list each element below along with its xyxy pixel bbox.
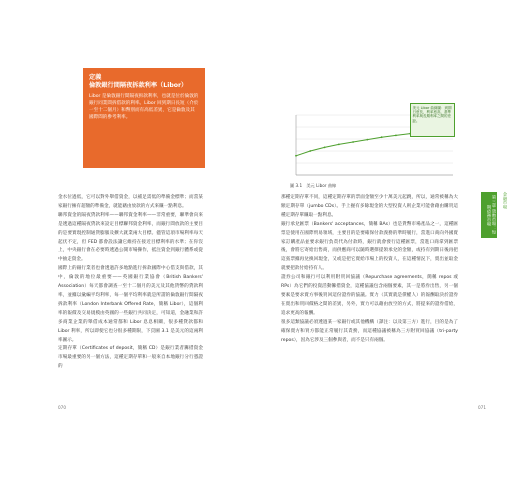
libor-data-point	[338, 144, 340, 146]
libor-data-point	[381, 136, 383, 138]
chart-annotation-text: 美元 Libor 曲線圖：到期日愈長，利率愈高，基準利率與長期利率之間的差距。	[410, 103, 455, 137]
right-page-number: 071	[478, 405, 486, 410]
chapter-side-tab: 第三章 貨幣市場：短期債務市場	[481, 192, 497, 238]
right-paragraph: 那種定期存單不同，這種定期存單的票面金額至少十萬美元起跳，所以，通常被稱為大額定期存單（jumbo CDs）。手上握有多餘現金的大型投資人則企業可能會藉由購買這種定期存單賺取一點利息。	[281, 195, 458, 218]
definition-title: 倫敦銀行間隔夜拆款利率（Libor）	[89, 82, 188, 89]
right-paragraph: 銀行承兌匯票（Bankers' acceptances，簡稱 BAs）也是貨幣市場產品之一，這種匯票是使用在國際貿易領域，主要目的是要確保付款義務的準時履行，當進口商向外國賣家訂購產品並要求銀行負責代為付款時，銀行就會發行這種匯票，當進口商拿到匯票後，會將它寄給出售商，而供應商可以隨時選擇提領承兌的金額，或持有到期日後再把這張票據再兌換回現金，又或是把它賣給市場上的投資人，在這種情況下，賣出並取金就要把款付給持有人。	[281, 221, 458, 272]
libor-data-point	[309, 150, 311, 152]
definition-body: Libor 是倫敦銀行間隔夜拆款利率，也就是位於倫敦的銀行同業間拆借款的利率。Libor 回到期日長短（介於一至十二個月）和幣別而有高低差異，它是倫敦及其國際間的參考利率。	[89, 94, 199, 120]
left-page-number: 070	[58, 405, 66, 410]
definition-box	[83, 68, 205, 168]
right-page	[260, 0, 520, 500]
libor-data-point	[352, 141, 354, 143]
libor-data-point	[366, 139, 368, 141]
libor-data-point	[295, 155, 297, 157]
right-paragraph: 證券公司和銀行可以利用附買回協議（Repurchase agreements，簡稱 repos 或 RPs）為它們的投資活動籌措資金，這種協議包含兩個要素，其一是將券出售，另一個要素是要求賣方事後買回這份證券的協議。實力（其實就是債權人）的報酬取決於證券在賣出和買回價格之間的差異，另外，實力可以藉由放空的方式，將提來的證券借給，追求更高的報酬。	[281, 275, 458, 316]
chart-caption: 圖 3.1 美元 Libor 曲線	[290, 183, 337, 188]
left-paragraph: 聯邦資金的隔夜貸款利率——聯邦資金利率——非常重要，聯準會向來是透過這種隔夜貸款來設定目標聯邦資金利率，而銀行間放款的主要目的是要實現控制通貨膨脹及擴大就業兩大目標。儘管這項市場利率每天起伏不定，但 FED 都會設法讓它維持在接近目標利率的水準；在你沒上，中央銀行會在必要時透過公開市場操作，抵注資金到銀行體系或從中抽走資金。	[58, 212, 203, 263]
left-paragraph: 金水位過低，它可以對外舉借資金，以補足需低的準備金標準；而當某家銀行擁有超額的準備金，就能藉由放款的方式來賺一點利息。	[58, 195, 203, 209]
left-paragraph: 定期存單（Certificates of deposit，簡稱 CD）是銀行業者籌措資金市場最重要的另一個方法，這種定期存單和一般來自本地銀行分行憑證的	[58, 346, 203, 370]
libor-data-point	[395, 135, 397, 137]
right-paragraph: 很多這類協議必須透過某一家銀行或其他機構（譯注：以及第三方）進行，目的是為了確保賣方和買方都能正常履行其責務，而這種協議被稱為三方附買回協議（tri-party repos），因為它涉及三個參與者，而不是只有兩個。	[281, 319, 458, 343]
libor-chart	[278, 103, 463, 183]
libor-data-point	[324, 147, 326, 149]
chart-annotation	[410, 103, 455, 137]
definition-label: 定義	[89, 74, 102, 81]
left-paragraph: 國際上的銀行業者也會透過許多地點進行拆款國際中心借支與借款，其中，倫敦的地位最重要——英國銀行業協會（British Bankers' Association）每天都會調查一至十二個月的美元及其他貨幣的貸款利率，並據以彙編平均利率，每一個平均利率就是所謂的倫敦銀行間隔夜拆款利率（London Interbank Offered Rate，簡稱 Libor），這個利率的報價及交易規模由英國的一些銀行共同決定，可知道，金融業和許多商業企業的舉借成本通常都和 Libor 息息相關，很多種貸款都和 Libor 利率，所以即使它也分很多種期限，下頁圖 3.1 是美元的這兩利率圖示。	[58, 266, 203, 343]
left-body-text	[58, 194, 203, 372]
right-body-text	[281, 194, 458, 345]
chapter-side-sub: 金融市場	[503, 192, 508, 209]
